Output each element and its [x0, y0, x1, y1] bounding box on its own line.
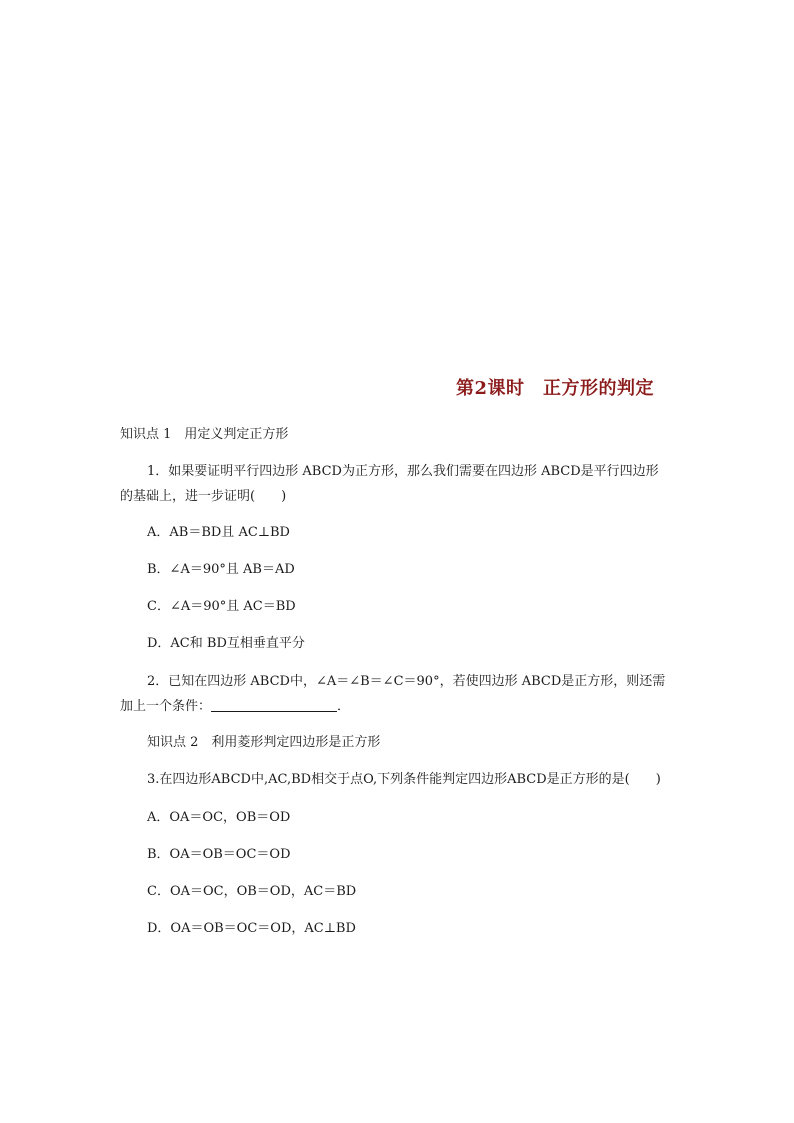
question-1-line-1: 1．如果要证明平行四边形 ABCD为正方形，那么我们需要在四边形 ABCD是平行四边形: [147, 464, 659, 479]
question-2-suffix: ．: [337, 699, 351, 714]
question-1-option-b: B．∠A＝90°且 AB＝AD: [147, 562, 295, 577]
question-3-line-1: 3.在四边形ABCD中,AC,BD相交于点O,下列条件能判定四边形ABCD是正方形的是( ): [147, 772, 661, 787]
question-1-line-2: 的基础上，进一步证明( ): [120, 489, 287, 504]
question-1-option-d: D．AC和 BD互相垂直平分: [147, 636, 305, 651]
question-2-line-2: [120, 697, 350, 717]
question-3-option-b: B．OA＝OB＝OC＝OD: [147, 847, 291, 862]
question-1-option-a: A．AB＝BD且 AC⊥BD: [147, 525, 290, 540]
question-2-prefix: 加上一个条件：: [120, 699, 212, 714]
answer-blank[interactable]: [211, 697, 337, 712]
question-1-option-c: C．∠A＝90°且 AC＝BD: [147, 599, 296, 614]
section-1-heading: 知识点 1 用定义判定正方形: [120, 427, 289, 442]
question-3-option-c: C．OA＝OC，OB＝OD，AC＝BD: [147, 884, 357, 899]
question-2-line-1: 2．已知在四边形 ABCD中，∠A＝∠B＝∠C＝90°，若使四边形 ABCD是正方形，则还需: [147, 674, 666, 689]
question-3-option-a: A．OA＝OC，OB＝OD: [147, 810, 291, 825]
section-2-heading: 知识点 2 利用菱形判定四边形是正方形: [147, 735, 381, 750]
question-3-option-d: D．OA＝OB＝OC＝OD，AC⊥BD: [147, 921, 356, 936]
page-title: 第2课时 正方形的判定: [456, 378, 655, 399]
